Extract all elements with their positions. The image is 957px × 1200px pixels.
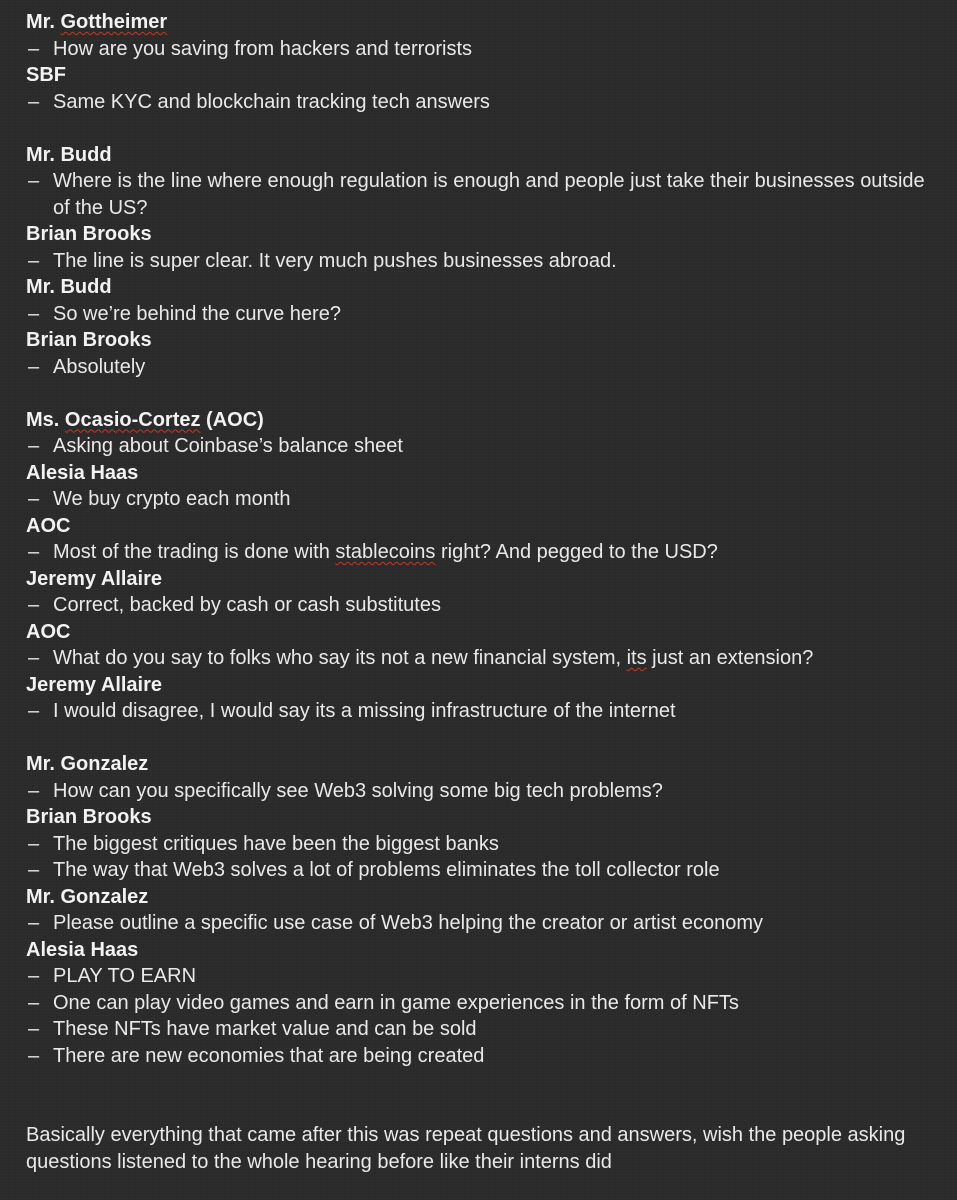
exchange-section — [26, 751, 931, 1069]
note-body[interactable] — [26, 9, 931, 1175]
bullet-text: So we’re behind the curve here? — [53, 302, 341, 325]
bullet-item — [26, 1016, 931, 1043]
blank-line — [26, 115, 931, 142]
bullet-text: Asking about Coinbase’s balance sheet — [53, 435, 403, 457]
dash-bullet-icon: – — [28, 302, 40, 325]
bullet-item — [26, 963, 931, 990]
exchange-section — [26, 142, 931, 381]
speaker-name: Alesia Haas — [26, 938, 139, 961]
bullet-text-stablecoins: Most of the trading is done with stablecoins right? And pegged to the USD? — [53, 541, 718, 563]
speaker-name: AOC — [26, 620, 71, 643]
bullet-text-extension: What do you say to folks who say its not a new financial system, its just an extension? — [53, 647, 814, 669]
speaker-name: Mr. Budd — [26, 143, 112, 166]
dash-bullet-icon: – — [28, 90, 40, 113]
bullet-text: The way that Web3 solves a lot of problems eliminates the toll collector role — [53, 859, 720, 881]
bullet-item — [26, 831, 931, 858]
bullet-item — [26, 486, 931, 513]
bullet-text: We buy crypto each month — [53, 488, 291, 510]
bullet-text: There are new economies that are being created — [53, 1044, 485, 1067]
bullet-item — [26, 36, 931, 63]
blank-line — [26, 725, 931, 752]
bullet-item — [26, 539, 931, 566]
speaker-name: Mr. Gonzalez — [26, 753, 149, 775]
bullet-item — [26, 354, 931, 381]
speaker-name-gottheimer: Mr. Gottheimer — [26, 11, 168, 33]
bullet-text: How can you specifically see Web3 solving some big tech problems? — [53, 779, 663, 802]
bullet-text: One can play video games and earn in game experiences in the form of NFTs — [53, 991, 739, 1014]
exchange-section — [26, 9, 931, 115]
bullet-item — [26, 592, 931, 619]
speaker-name: Brian Brooks — [26, 329, 152, 351]
dash-bullet-icon: – — [28, 965, 40, 987]
bullet-text: Please outline a specific use case of Web3 helping the creator or artist economy — [53, 912, 764, 934]
speaker-name: Mr. Gonzalez — [26, 885, 149, 908]
speaker-name: Mr. Budd — [26, 276, 112, 298]
speaker-name: Jeremy Allaire — [26, 673, 163, 696]
speaker-name: SBF — [26, 64, 66, 86]
bullet-text: PLAY TO EARN — [53, 965, 197, 987]
bullet-item — [26, 778, 931, 805]
dash-bullet-icon: – — [28, 37, 40, 60]
speaker-name: Brian Brooks — [26, 806, 152, 828]
exchange-section — [26, 407, 931, 725]
bullet-text: Same KYC and blockchain tracking tech answers — [53, 90, 490, 113]
dash-bullet-icon: – — [28, 249, 40, 272]
closing-paragraph: Basically everything that came after this was repeat questions and answers, wish the people asking questions listened to the whole hearing before like their interns did — [26, 1124, 906, 1173]
speaker-name: Brian Brooks — [26, 223, 152, 245]
dash-bullet-icon: – — [28, 541, 40, 563]
bullet-text: Correct, backed by cash or cash substitutes — [53, 594, 441, 616]
bullet-item — [26, 698, 931, 725]
bullet-item — [26, 248, 931, 275]
bullet-item — [26, 89, 931, 116]
speaker-name-aoc-full: Ms. Ocasio-Cortez (AOC) — [26, 408, 264, 431]
dash-bullet-icon: – — [28, 991, 40, 1014]
speaker-name: Jeremy Allaire — [26, 567, 163, 590]
spellcheck-underline: Gottheimer — [60, 11, 168, 33]
bullet-item — [26, 857, 931, 884]
spellcheck-underline: its — [626, 647, 647, 669]
speaker-name: Alesia Haas — [26, 461, 139, 484]
dash-bullet-icon: – — [28, 832, 40, 855]
bullet-item — [26, 168, 931, 221]
dash-bullet-icon: – — [28, 488, 40, 510]
bullet-text: I would disagree, I would say its a missing infrastructure of the internet — [53, 700, 676, 722]
dash-bullet-icon: – — [28, 170, 40, 192]
bullet-text: Where is the line where enough regulation is enough and people just take their businesses outside of the US? — [53, 170, 925, 219]
bullet-text: The line is super clear. It very much pushes businesses abroad. — [53, 249, 617, 272]
bullet-text: These NFTs have market value and can be sold — [53, 1018, 477, 1040]
bullet-text: How are you saving from hackers and terrorists — [53, 37, 473, 60]
dash-bullet-icon: – — [28, 779, 40, 802]
blank-line — [26, 1069, 931, 1122]
bullet-item — [26, 990, 931, 1017]
dash-bullet-icon: – — [28, 647, 40, 669]
speaker-name — [26, 407, 931, 434]
bullet-text: Absolutely — [53, 355, 146, 378]
spellcheck-underline: stablecoins — [335, 541, 436, 563]
spellcheck-underline: Ocasio-Cortez — [64, 408, 201, 431]
bullet-item — [26, 1043, 931, 1070]
dash-bullet-icon: – — [28, 594, 40, 616]
dash-bullet-icon: – — [28, 1044, 40, 1067]
dash-bullet-icon: – — [28, 1018, 40, 1040]
dash-bullet-icon: – — [28, 912, 40, 934]
dash-bullet-icon: – — [28, 355, 40, 378]
speaker-name: AOC — [26, 514, 71, 537]
bullet-item — [26, 433, 931, 460]
bullet-item — [26, 910, 931, 937]
bullet-item — [26, 645, 931, 672]
dash-bullet-icon: – — [28, 700, 40, 722]
blank-line — [26, 380, 931, 407]
bullet-text: The biggest critiques have been the biggest banks — [53, 832, 499, 855]
speaker-name — [26, 9, 931, 36]
dash-bullet-icon: – — [28, 859, 40, 881]
dash-bullet-icon: – — [28, 435, 40, 457]
bullet-item — [26, 301, 931, 328]
